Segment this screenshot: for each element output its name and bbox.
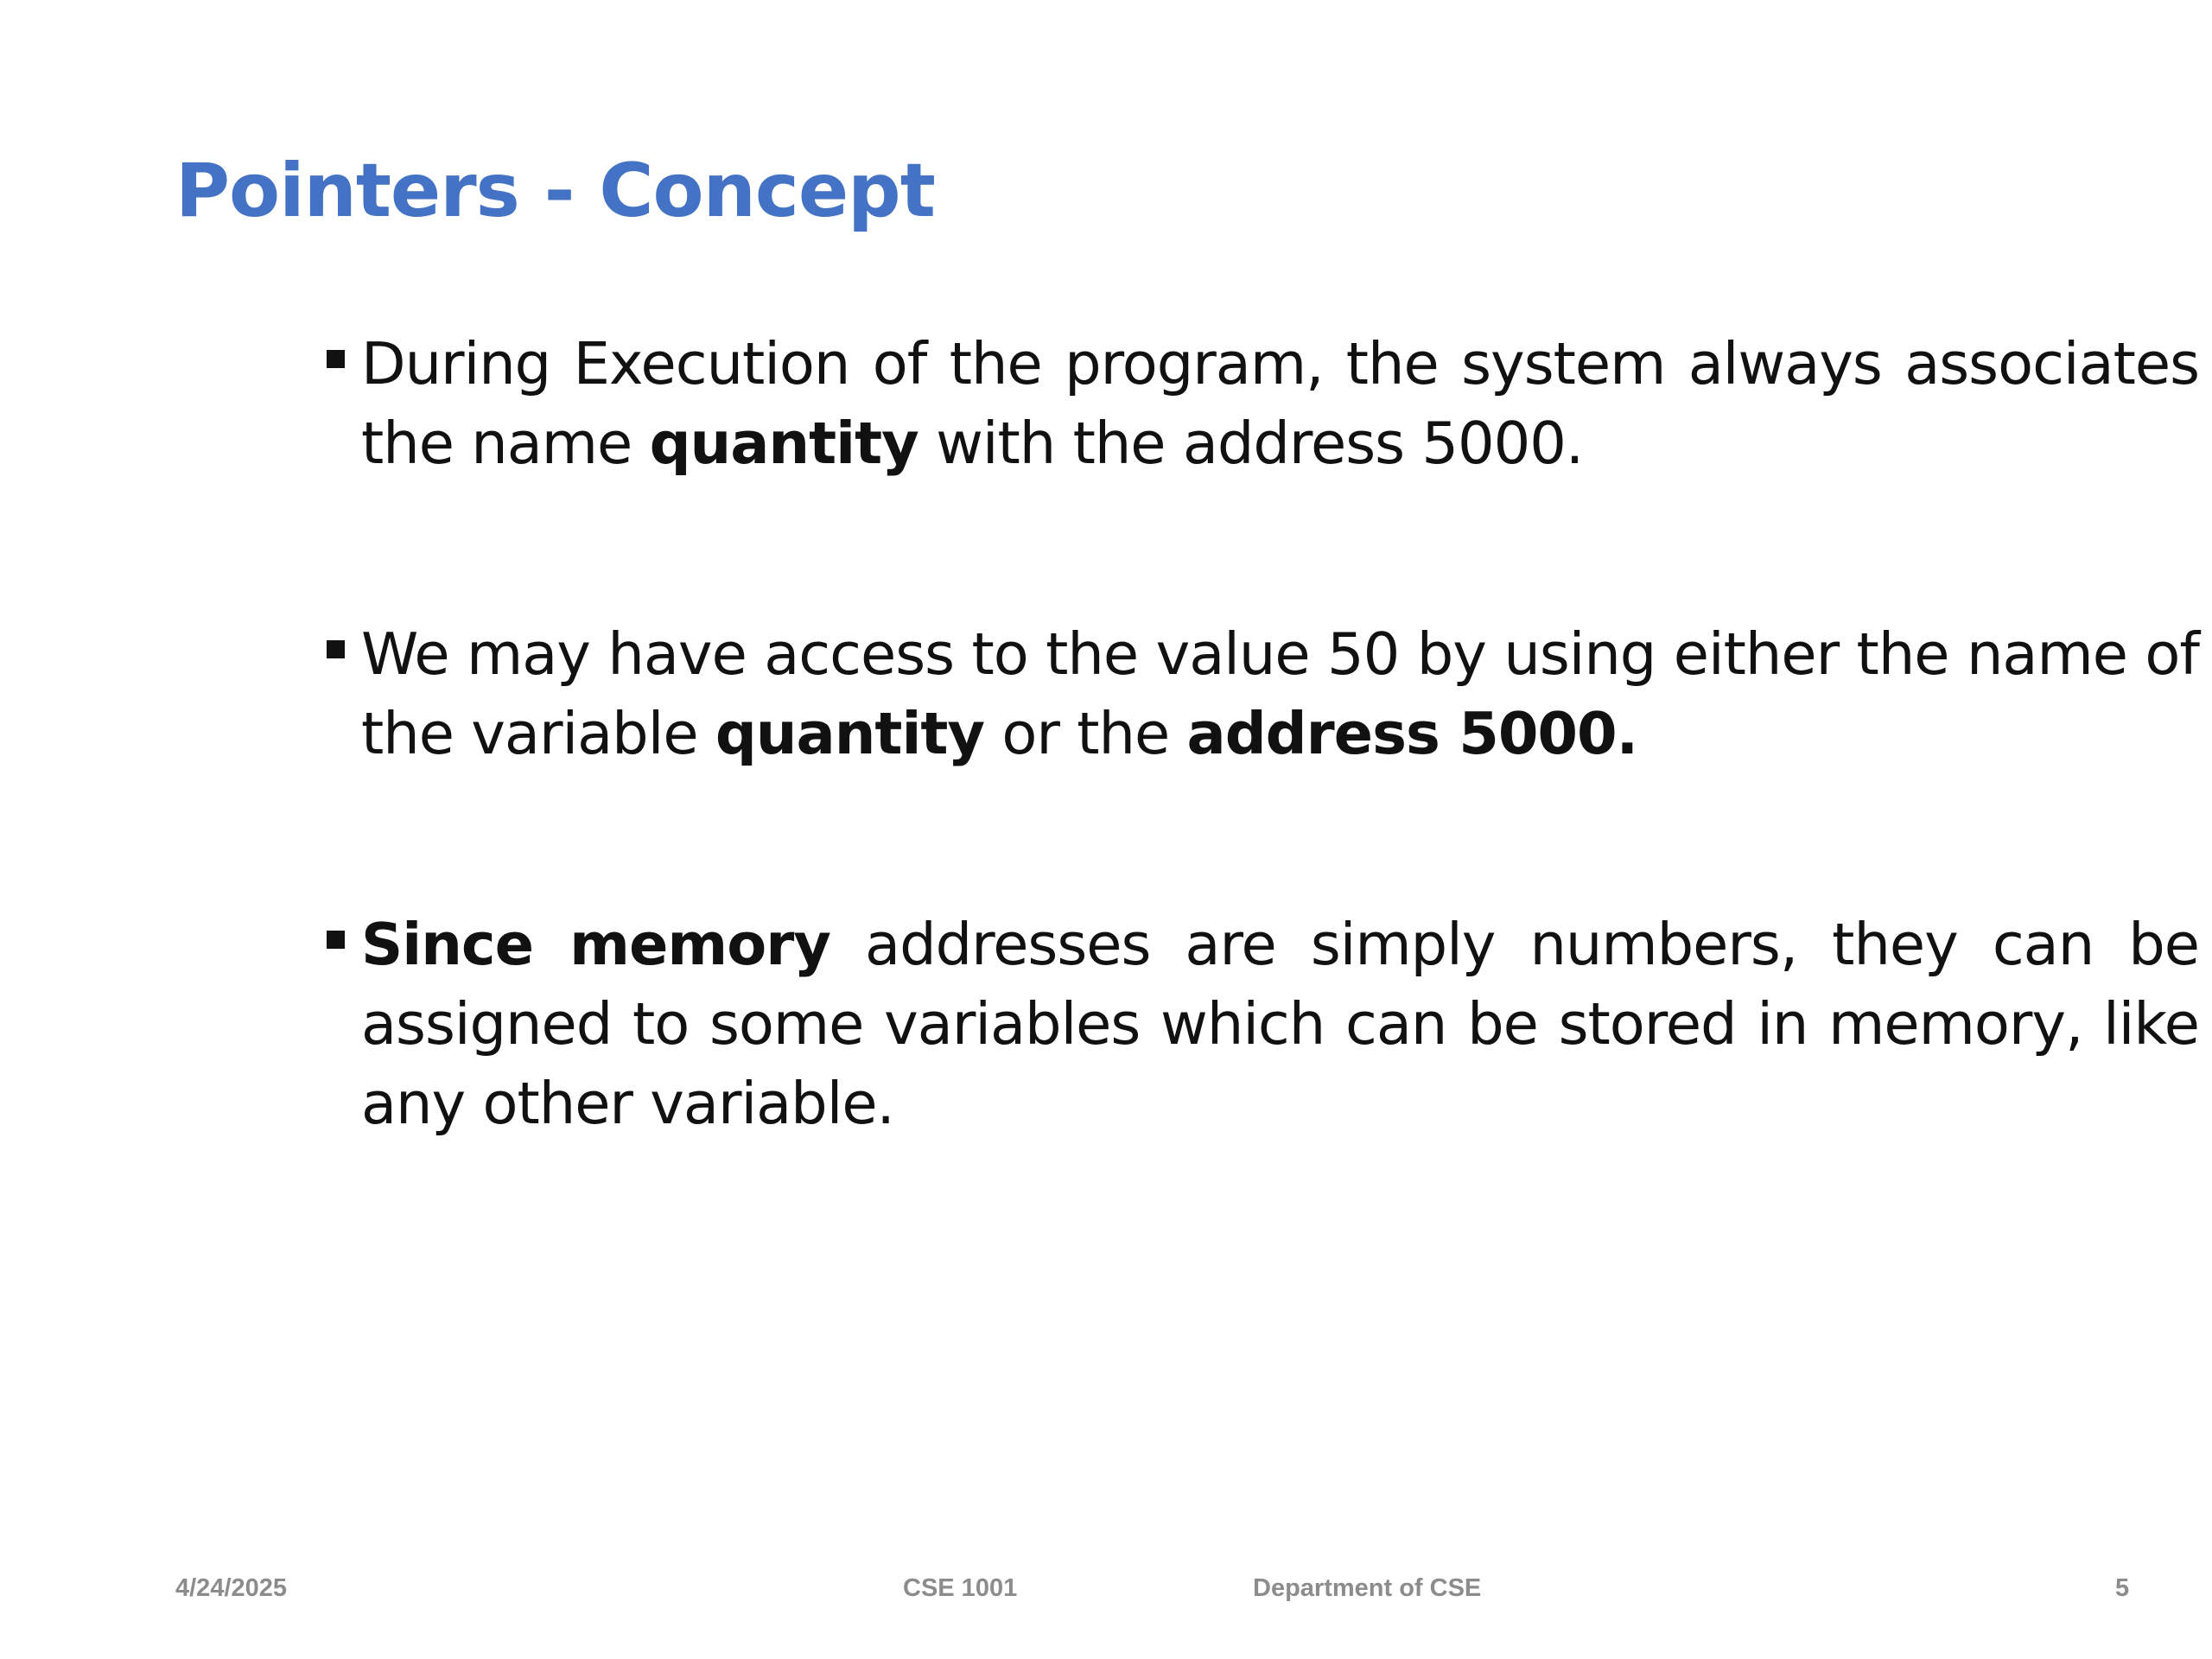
bullet-list	[324, 324, 2199, 1143]
square-bullet-icon	[327, 350, 345, 368]
bullet-item	[324, 614, 2199, 773]
slide-title: Pointers - Concept	[175, 148, 935, 234]
footer-department: Department of CSE	[1253, 1574, 1482, 1602]
bullet-item	[324, 905, 2199, 1143]
bullet-text-bold: quantity	[649, 410, 918, 477]
bullet-text-bold: address 5000.	[1186, 700, 1638, 767]
square-bullet-icon	[327, 931, 345, 949]
bullet-text-bold: Since memory	[361, 911, 830, 978]
bullet-text: During Execution of the program, the system always associates the name	[361, 330, 2199, 477]
footer-date: 4/24/2025	[175, 1574, 288, 1602]
footer-course-code: CSE 1001	[903, 1574, 1018, 1602]
bullet-text-bold: quantity	[715, 700, 985, 767]
square-bullet-icon	[327, 640, 345, 658]
footer-page-number: 5	[2115, 1574, 2130, 1602]
bullet-text: We may have access to the value 50 by using either the name of the variable	[361, 620, 2199, 767]
bullet-item	[324, 324, 2199, 483]
bullet-text: or the	[984, 700, 1187, 767]
bullet-text: with the address 5000.	[918, 410, 1584, 477]
bullet-text: addresses are simply numbers, they can be assigned to some variables which can be stored in memory, like any other variable.	[361, 911, 2199, 1137]
